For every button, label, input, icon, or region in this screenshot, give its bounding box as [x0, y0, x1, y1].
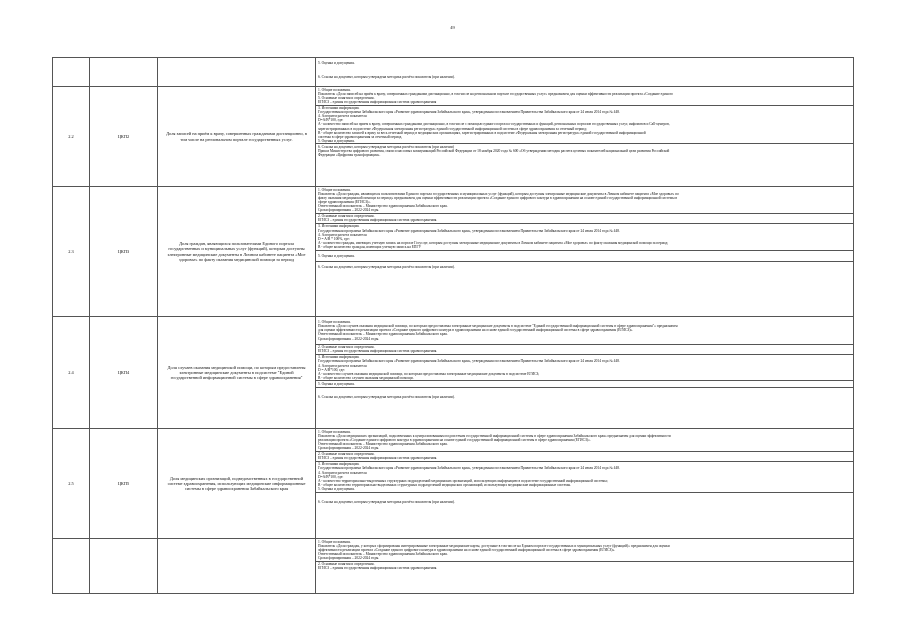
text-line: сфере здравоохранения (ЕГИСЗ)». [318, 199, 371, 204]
row-number-cell [53, 58, 90, 87]
text-line: 5. Оценка и допущения. [318, 138, 355, 143]
indicator-name-cell: Доля граждан, являющихся пользователями Единого портала государственных и муниципальных услуг (функций), которым доступны электронные медицинские документы в Личном кабинете пациента «Мое здоровье» по факту оказания медицинской помощи за период [158, 187, 316, 317]
text-line: 5. Оценка и допущения. [318, 253, 355, 258]
text-line: D=A/B*100, где: [318, 118, 344, 123]
table-row [53, 539, 854, 594]
text-line: Федерации «Цифровая трансформация». [318, 153, 381, 158]
methodology-section [316, 58, 853, 68]
text-line: B - общее количество записей к врачу за весь отчетный период в медицинских организациях, зарегистрированных в подсистеме «Федеральная электронная регистратура» единой государственной информационной [318, 130, 646, 135]
text-line: 6. Ссылка на документ, которым утверждена методика расчёта показателя (при наличии). [318, 499, 455, 504]
methodology-cell [316, 58, 854, 87]
text-line: 1. Общие положения. [318, 539, 351, 544]
indicator-code-cell: ЦКП5 [90, 429, 158, 539]
methodology-cell [316, 429, 854, 539]
text-line: 3. Источники информации. [318, 462, 360, 467]
methodology-section [316, 223, 853, 250]
text-line: 4. Алгоритм расчета показателя [318, 470, 367, 475]
text-line: D = A/B*100, где: [318, 367, 345, 372]
text-line: 6. Ссылка на документ, которым утверждена методика расчёта показателя (при наличии). [318, 264, 455, 269]
text-line: ЕГИСЗ – единая государственная информационная система здравоохранения. [318, 566, 438, 571]
text-line: D=A/B*100, где: [318, 474, 344, 479]
text-line: 2. Основные понятия и определения. [318, 562, 375, 567]
row-number-cell: 2.4 [53, 317, 90, 429]
methodology-section [316, 344, 853, 354]
text-line: Сроки формирования – 2022-2024 годы. [318, 446, 380, 451]
methodology-section [316, 429, 853, 450]
text-line: 1. Общие положения. [318, 320, 351, 325]
row-number-cell: 2.3 [53, 187, 90, 317]
text-line: Сроки формирования – 2022-2024 годы. [318, 556, 380, 561]
methodology-section [316, 68, 853, 86]
table-row [53, 187, 854, 317]
text-line: 5. Оценка и допущения. [318, 61, 355, 65]
text-line: Сроки формирования – 2022-2024 годы. [318, 208, 380, 213]
text-line: Показатель «Доля медицинских организаций, подключенных к централизованным подсистемам государственной информационной системы в сфере здравоохранения Забайкальского края» предназначен для оценки эффективности [318, 433, 671, 438]
text-line: для оценки эффективности реализации проекта «Создание единого цифрового контура в здравоохранении на основе единой государственной информационной системы в сфере здравоохранения (ЕГИСЗ)». [318, 328, 634, 333]
methodology-cell [316, 87, 854, 187]
text-line: Ответственный исполнитель – Министерство здравоохранения Забайкальского края. [318, 204, 448, 209]
methodology-section [316, 250, 853, 261]
text-line: ЕГИСЗ – единая государственная информационная система здравоохранения. [318, 456, 438, 461]
text-line: Ответственный исполнитель – Министерство здравоохранения Забайкальского края. [318, 551, 448, 556]
methodology-section [316, 213, 853, 223]
indicator-name-cell [158, 539, 316, 594]
text-line: 1. Общие положения. [318, 429, 351, 434]
text-line: A - количество граждан, имеющих учетную запись на портале Госуслуг, которым доступны электронные медицинские документы в Личном кабинете пациента «Мое здоровье» по факту оказания медицинской помощи за период; [318, 240, 669, 245]
text-line: 3. Источники информации. [318, 106, 360, 111]
text-line: 5. Оценка и допущения. [318, 381, 355, 386]
page-number: 49 [450, 25, 455, 30]
row-number-cell: 2.2 [53, 87, 90, 187]
text-line: Государственная программа Забайкальского края «Развитие здравоохранения Забайкальского края», утвержденная постановлением Правительства Забайкальского края от 24 июля 2014 года № 448. [318, 359, 620, 364]
text-line: 2. Основные понятия и определения. [318, 452, 375, 457]
text-line: 4. Алгоритм расчета показателя [318, 232, 367, 237]
table-row [53, 58, 854, 87]
methodology-section [316, 105, 853, 144]
text-line: Показатель «Доля записей на приём к врачу, совершенных гражданами дистанционно, в том числе на региональном портале государственных услуг» предназначен для оценки эффективности реализации проекта «Создание единого [318, 91, 673, 96]
row-number-cell [53, 539, 90, 594]
row-number-cell: 2.5 [53, 429, 90, 539]
methodology-section [316, 461, 853, 492]
text-line: 3. Источники информации. [318, 224, 360, 229]
text-line: Ответственный исполнитель – Министерство здравоохранения Забайкальского края. [318, 441, 448, 446]
indicator-name-cell: Доля записей на приём к врачу, совершенных гражданами дистанционно, в том числе на региональном портале государственных услуг. [158, 87, 316, 187]
methodology-section [316, 187, 853, 213]
methodology-section [316, 143, 853, 157]
methodology-section [316, 451, 853, 461]
text-line: A - количество случаев оказания медицинской помощи, по которым предоставлены электронные медицинские документы в подсистеме ЕГИСЗ; [318, 371, 540, 376]
text-line: 5. Основные понятия и определения. [318, 95, 375, 100]
methodology-section [316, 387, 853, 406]
methodology-section [316, 539, 853, 560]
indicator-name-cell: Доля медицинских организаций, подведомственных в государственной системе здравоохранения, использующих медицинские информационные системы в сфере здравоохранения Забайкальского края [158, 429, 316, 539]
text-line: 6. Ссылка на документ, которым утверждена методика расчёта показателя (при наличии). [318, 394, 455, 399]
text-line: 4. Алгоритм расчета показателя [318, 114, 367, 119]
table-row [53, 317, 854, 429]
text-line: Ответственный исполнитель – Министерство здравоохранения Забайкальского края. [318, 332, 448, 337]
indicator-name-cell: Доля случаев оказания медицинской помощи, по которым предоставлены электронные медицинские документы в подсистеме "Единой государственной информационной системы в сфере здравоохранения" [158, 317, 316, 429]
text-line: D = A/B * 100%, где: [318, 236, 350, 241]
text-line: 1. Общие положения. [318, 187, 351, 192]
methodology-section [316, 354, 853, 381]
text-line: эффективности реализации проекта «Создание единого цифрового контура в здравоохранении на основе единой государственной информационной системы в сфере здравоохранения (ЕГИСЗ)». [318, 547, 616, 552]
text-line: 6. Ссылка на документ, которым утверждена методика расчёта показателя (при наличии). [318, 75, 455, 80]
text-line: ЕГИСЗ – единая государственная информационная система здравоохранения [318, 99, 437, 104]
text-line: Сроки формирования – 2022-2024 годы. [318, 336, 380, 341]
text-line: Показатель «Доля случаев оказания медицинской помощи, по которым предоставлены электронные медицинские документы в подсистеме "Единой государственной информационной системы в сфере здравоохранения"» предназначен [318, 324, 678, 329]
text-line: Приказ Министерства цифрового развития, связи и массовых коммуникаций Российской Федерации от 18 ноября 2020 года № 600 «Об утверждении методик расчета целевых показателей национальной цели развития Российской [318, 149, 670, 153]
text-line: системы в сфере здравоохранения за отчетный период. [318, 134, 403, 139]
methodology-section [316, 261, 853, 272]
indicator-code-cell [90, 539, 158, 594]
text-line: B - общее количество случаев оказания медицинской помощи. [318, 375, 414, 380]
table-row [53, 429, 854, 539]
text-line: 2. Основные понятия и определения. [318, 214, 375, 219]
text-line: 6. Ссылка на документ, которым утверждена методика расчёта показателя (при наличии) [318, 144, 454, 149]
text-line: Государственная программа Забайкальского края «Развитие здравоохранения Забайкальского края», утвержденная постановлением Правительства Забайкальского края от 24 июля 2014 года № 448. [318, 110, 620, 115]
text-line: 2. Основные понятия и определения. [318, 345, 375, 350]
table-row [53, 87, 854, 187]
text-line: Государственная программа Забайкальского края «Развитие здравоохранения Забайкальского края», утвержденная постановлением Правительства Забайкальского края от 24 июля 2014 года № 448. [318, 228, 620, 233]
text-line: 4. Алгоритм расчета показателя [318, 363, 367, 368]
text-line: ЕГИСЗ – единая государственная информационная система здравоохранения. [318, 349, 438, 354]
indicator-code-cell: ЦКП3 [90, 187, 158, 317]
text-line: 3. Источники информации. [318, 355, 360, 360]
methodology-cell [316, 539, 854, 594]
methodology-section [316, 492, 853, 511]
indicator-name-cell [158, 58, 316, 87]
text-line: Показатель «Доля граждан, у которых сформированы интегрированные электронные медицинские карты, доступные в том числе на Едином портале государственных и муниципальных услуг (функций)» предназначен для оценки [318, 543, 670, 548]
methodology-section [316, 317, 853, 343]
text-line: B - общее количество территориально-выделенных структурных подразделений медицинских организаций, использующих медицинские информационные системы. [318, 482, 571, 487]
indicators-table [52, 57, 854, 594]
text-line: Государственная программа Забайкальского края «Развитие здравоохранения Забайкальского края», утвержденная постановлением Правительства Забайкальского края от 24 июля 2014 года № 448. [318, 466, 620, 471]
text-line: A - количество записей на прием к врачу, совершенных гражданами дистанционно, в том числе с помощью единого портала государственных и функций, региональных порталов государственных услуг, инфоматов и Call-центров, [318, 122, 670, 127]
methodology-section [316, 561, 853, 571]
indicator-code-cell: ЦКП4 [90, 317, 158, 429]
text-line: A - количество территориально-выделенных структурных подразделений медицинских организаций, использующих информацию в подсистеме государственной информационной системы; [318, 478, 608, 483]
methodology-cell [316, 187, 854, 317]
methodology-section [316, 87, 853, 104]
text-line: 1. Общие положения. [318, 87, 351, 92]
text-line: B - общее количество граждан, имеющих учетную запись на ЕПГУ [318, 244, 422, 249]
text-line: реализации проекта «Создание единого цифрового контура в здравоохранении на основе единой государственной информационной системы в сфере здравоохранения (ЕГИСЗ)». [318, 437, 591, 442]
methodology-cell [316, 317, 854, 429]
text-line: Показатель «Доля граждан, являющихся пользователями Единого портала государственных и муниципальных услуг (функций), которым доступны электронные медицинские документы в Личном кабинете пациента «Мое здоровье» по [318, 191, 679, 196]
indicator-code-cell [90, 58, 158, 87]
text-line: ЕГИСЗ – единая государственная информационная система здравоохранения. [318, 218, 438, 223]
text-line: факту оказания медицинской помощи за период» предназначен для оценки эффективности реализации проекта «Создание единого цифрового контура в здравоохранении на основе единой государственной информационной системы в [318, 195, 678, 200]
text-line: 5. Оценка и допущения. [318, 486, 355, 491]
indicator-code-cell: ЦКП2 [90, 87, 158, 187]
text-line: зарегистрированных в подсистеме «Федеральная электронная регистратура» единой государственной информационной системы в сфере здравоохранения за отчетный период; [318, 126, 587, 131]
